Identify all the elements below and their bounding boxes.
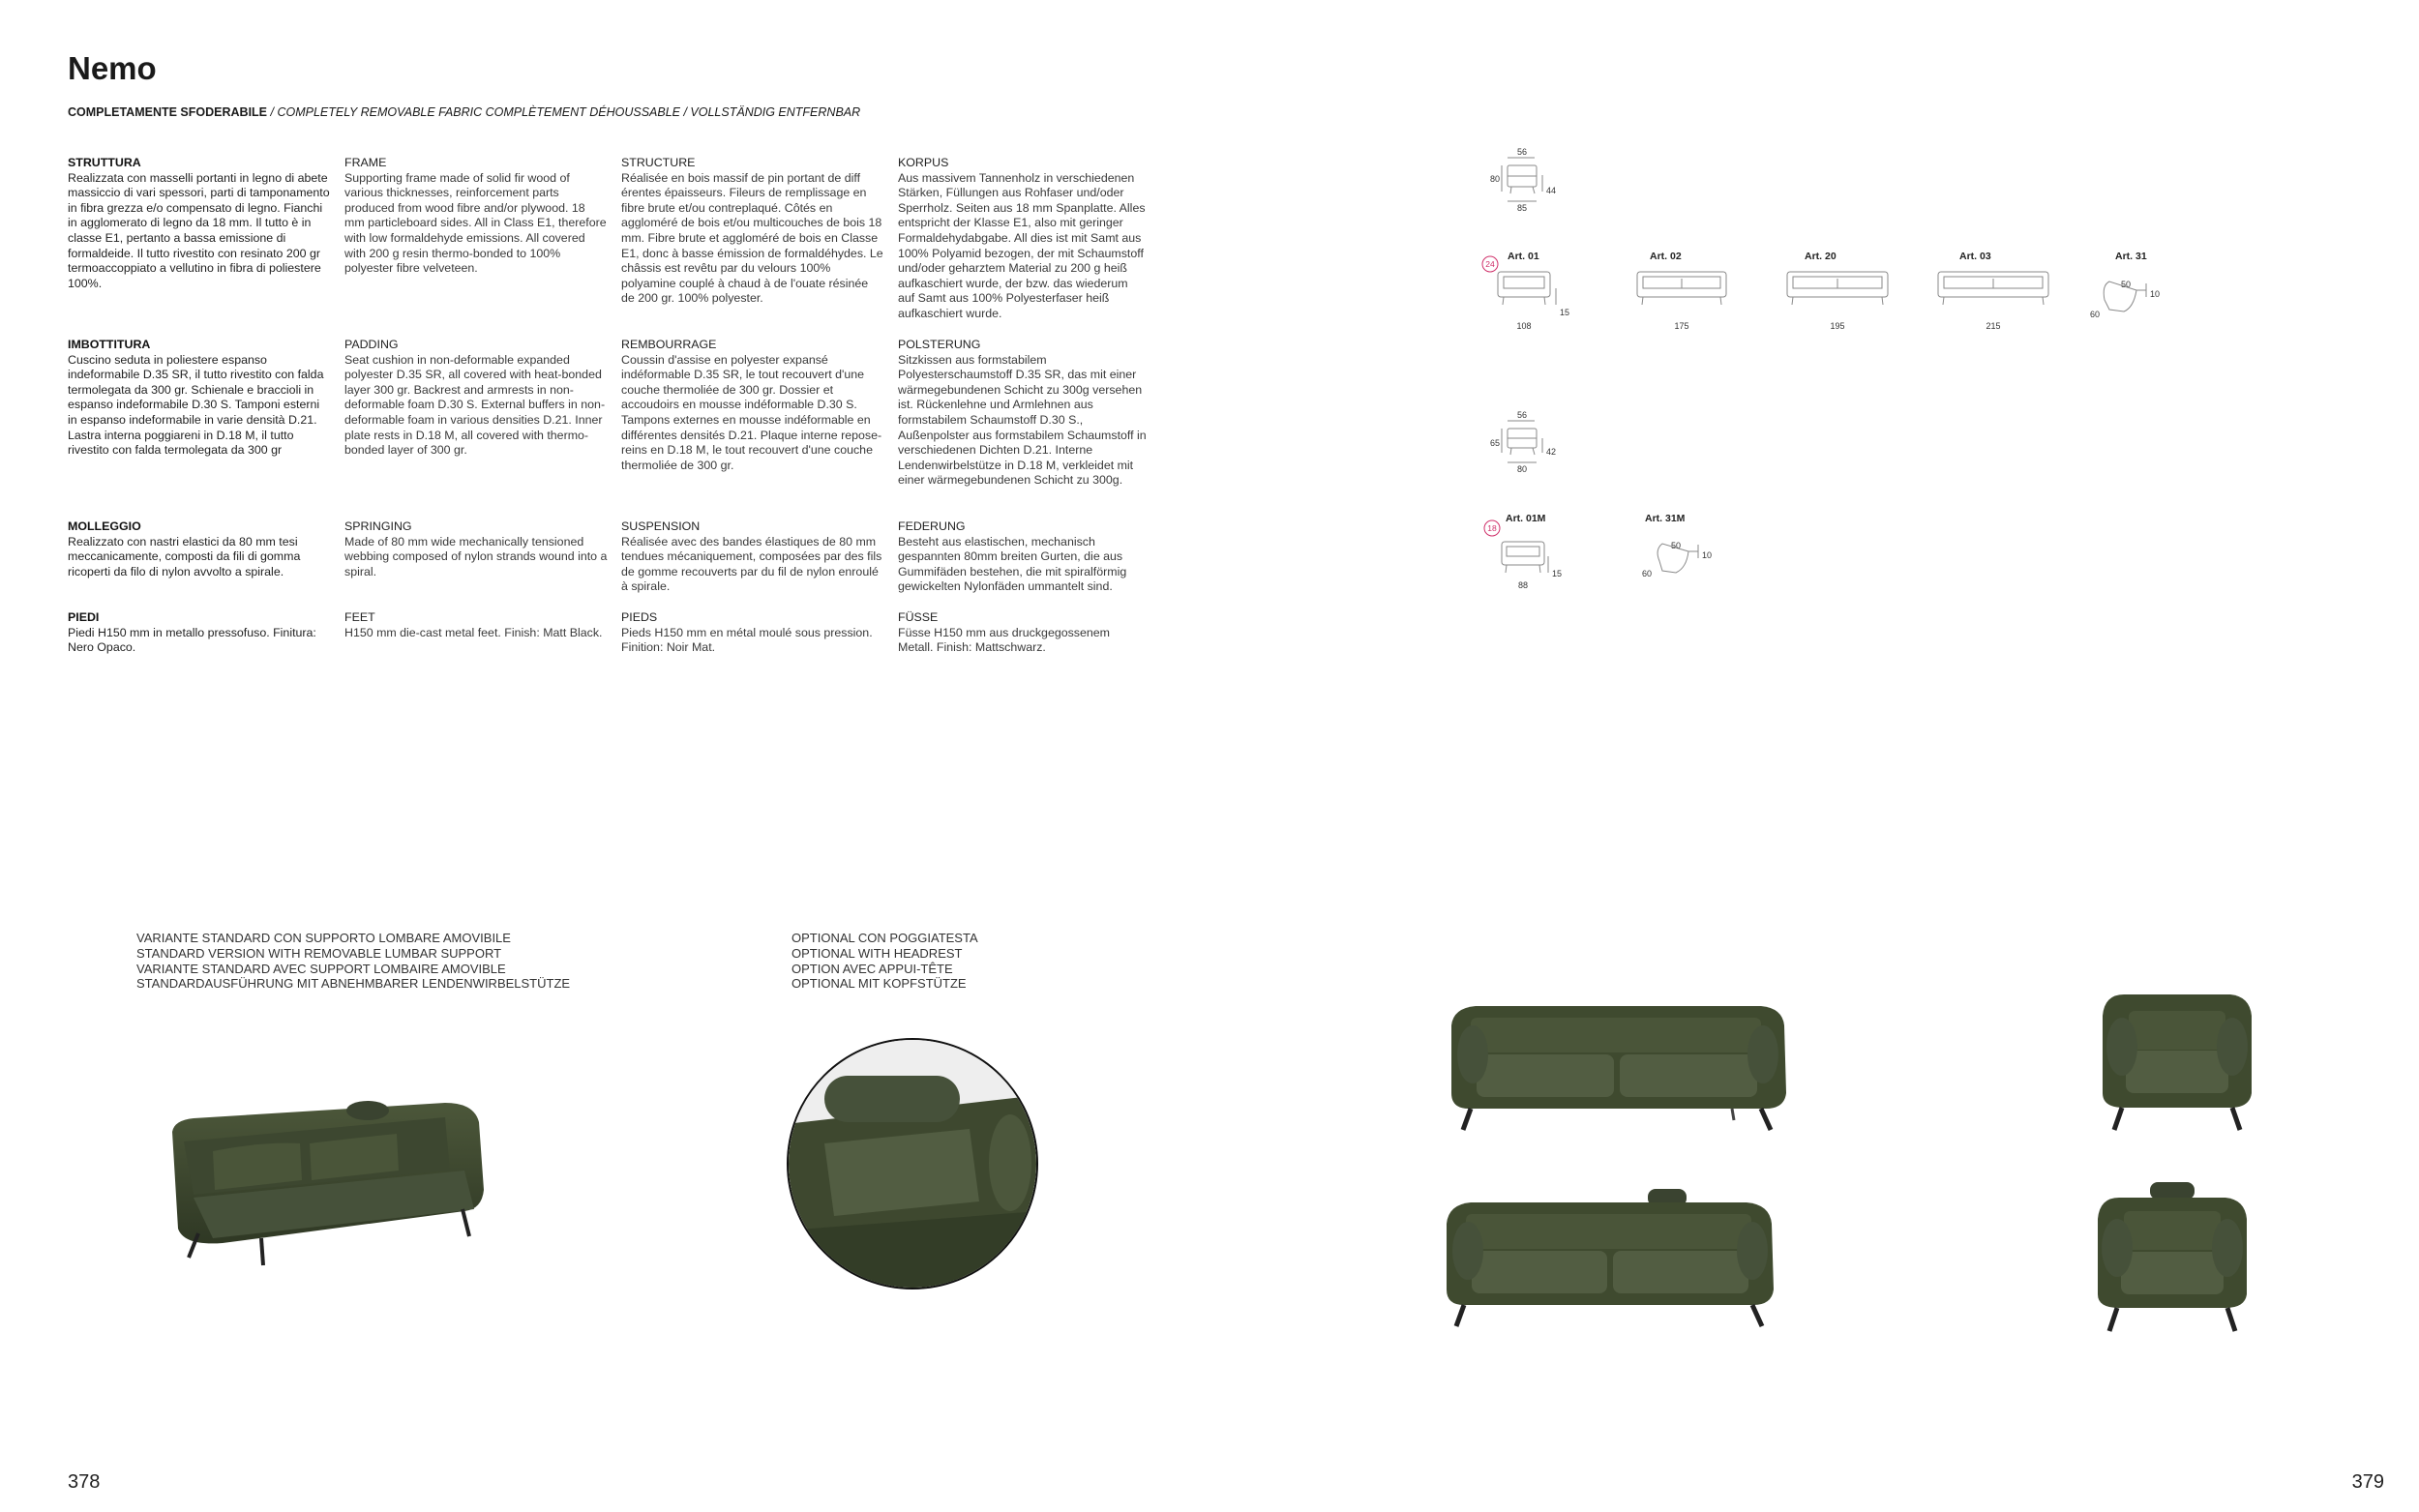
specifications [68, 156, 1161, 668]
model-width: 175 [1674, 321, 1689, 331]
spec-text: Made of 80 mm wide mechanically tensioned webbing composed of nylon strands wound into a spiral. [344, 534, 608, 578]
technical-drawings [1451, 145, 2225, 629]
spec-cell-en [344, 156, 621, 338]
side-width-label: 56 [1516, 147, 1528, 157]
spec-text: Füsse H150 mm aus druckgegossenem Metall. Finish: Mattschwarz. [898, 625, 1111, 655]
model-h: 60 [2090, 310, 2101, 319]
spec-heading: PADDING [344, 338, 399, 351]
spec-cell-fr [621, 156, 898, 338]
model-side: 15 [1560, 308, 1570, 317]
spec-row-springing [68, 519, 1161, 610]
spec-cell-de [898, 519, 1161, 610]
spec-cell-it [68, 519, 344, 610]
spec-heading: FRAME [344, 156, 387, 169]
model-label: Art. 02 [1650, 251, 1682, 262]
spec-text: Piedi H150 mm in metallo pressofuso. Finitura: Nero Opaco. [68, 625, 316, 655]
spec-text: H150 mm die-cast metal feet. Finish: Matt Black. [344, 625, 603, 639]
caption-line: OPTIONAL MIT KOPFSTÜTZE [791, 976, 967, 992]
caption-line: OPTIONAL CON POGGIATESTA [791, 931, 978, 945]
caption-line: VARIANTE STANDARD CON SUPPORTO LOMBARE AMOVIBILE [136, 931, 511, 945]
caption-line: OPTIONAL WITH HEADREST [791, 945, 963, 961]
spec-cell-en [344, 338, 621, 519]
spec-text: Besteht aus elastischen, mechanisch gespannten 80mm breiten Gurten, die aus Gummifäden bestehen, die mit spiralförmig gewickelten Nylonfäden ummantelt sind. [898, 534, 1127, 594]
model-width: 215 [1986, 321, 2001, 331]
model-art-01 [1498, 251, 1569, 331]
spec-text: Pieds H150 mm en métal moulé sous pression. Finition: Noir Mat. [621, 625, 873, 655]
spec-cell-en [344, 519, 621, 610]
model-label: Art. 01 [1508, 251, 1539, 262]
model-label: Art. 31M [1645, 513, 1686, 524]
spec-heading: KORPUS [898, 156, 949, 169]
cushion-count-label: 18 [1487, 523, 1497, 533]
side-width-label: 56 [1516, 410, 1528, 420]
caption-line: OPTION AVEC APPUI-TÊTE [791, 961, 953, 976]
spec-heading: POLSTERUNG [898, 338, 981, 351]
spec-cell-it [68, 156, 344, 338]
model-h: 60 [1642, 569, 1653, 578]
spec-cell-de [898, 338, 1161, 519]
subtitle-translations: / COMPLETELY REMOVABLE FABRIC COMPLÈTEMENT DÉHOUSSABLE / VOLLSTÄNDIG ENTFERNBAR [267, 105, 861, 119]
side-height-label: 80 [1490, 174, 1501, 184]
caption-line: STANDARDAUSFÜHRUNG MIT ABNEHMBARER LENDENWIRBELSTÜTZE [136, 976, 571, 992]
spec-cell-it [68, 610, 344, 668]
spec-heading: FÜSSE [898, 610, 939, 624]
side-seat-label: 44 [1546, 186, 1557, 195]
spec-cell-de [898, 156, 1161, 338]
caption-headrest-option [791, 931, 978, 992]
spec-row-feet [68, 610, 1161, 668]
side-view-standard [1502, 158, 1542, 201]
headrest-detail-photo [786, 1037, 1039, 1290]
spec-cell-fr [621, 338, 898, 519]
spec-text: Aus massivem Tannenholz in verschiedenen Stärken, Füllungen aus Rohfaser und/oder Sperrholz. Seiten aus 18 mm Spanplatte. Alles entspricht der Klasse E1, also mit geringer Formaldehydabgabe. All dies ist mit Samt aus 100% Polyamid bezogen, der mit Schaumstoff und/oder geharztem Material zu 200 g heiß aufkaschiert wurde, der bzw. das wiederum auf Samt aus 100% Polyesterfaser heiß aufkaschiert wurde. [898, 170, 1146, 320]
dimension-drawings [1451, 145, 2225, 629]
spec-heading: FEDERUNG [898, 519, 966, 533]
spec-text: Supporting frame made of solid fir wood of various thicknesses, reinforcement parts produced from wood fibre and/or plywood. 18 mm particleboard sides. All in Class E1, therefore with low formaldehyde emissions. All covered with 200 g resin thermo-bonded to 100% polyester fibre velveteen. [344, 170, 607, 276]
armchair-front-photo [2095, 987, 2259, 1132]
model-art-02 [1637, 251, 1726, 331]
spec-text: Réalisée en bois massif de pin portant de diff érentes épaisseurs. Fileurs de remplissage en fibre brute et/ou contreplaqué. Côtés en aggloméré de bois et/ou multicouches de bois 18 mm. Fibre brute et aggloméré de bois en Classe E1, donc à basse émission de formaldéhydes. Le châssis est revêtu par du velours 100% polyamine couplé à chaud à de l'ouate résinée de 200 gr. 100% polyester. [621, 170, 883, 306]
side-depth-label: 85 [1516, 203, 1528, 213]
sofa-headrest-photo [1437, 1185, 1780, 1330]
spec-heading: SPRINGING [344, 519, 412, 533]
spec-heading: IMBOTTITURA [68, 338, 151, 351]
sofa-front-photo [1442, 996, 1790, 1132]
spec-text: Seat cushion in non-deformable expanded polyester D.35 SR, all covered with heat-bonded layer 300 gr. Backrest and armrests in non-deformable foam D.30 S. External buffers in non-deformable foam in various densities D.21. Inner plate rests in D.18 M, all covered with thermo-bonded layer of 300 gr. [344, 352, 606, 458]
spec-row-padding [68, 338, 1161, 519]
spec-text: Cuscino seduta in poliestere espanso indeformabile D.35 SR, il tutto rivestito con falda termolegata da 300 gr. Schienale e braccioli in espanso indeformabile D.30 S. Tamponi esterni in espanso indeformabile in varie densità D.21. Lastra interna poggiareni in D.18 M, il tutto rivestito con falda termolegata da 300 gr [68, 352, 324, 458]
model-width: 108 [1516, 321, 1532, 331]
spec-heading: PIEDS [621, 610, 658, 624]
spec-text: Coussin d'assise en polyester expansé indéformable D.35 SR, le tout recouvert d'une couche thermoliée de 300 gr. Dossier et accoudoirs en mousse indéformable D.30 S. Tampons externes en mousse indéformable en différentes densités D.21. Plaque interne repose-reins en D.18 M, le tout recouvert d'une couche thermoliée de 300 gr. [621, 352, 882, 472]
spec-heading: STRUCTURE [621, 156, 696, 169]
page-title: Nemo [68, 50, 157, 86]
spec-text: Realizzato con nastri elastici da 80 mm tesi meccanicamente, composti da fili di gomma ricoperti da filo di nylon avvolto a spirale. [68, 534, 301, 578]
spec-cell-de [898, 610, 1161, 668]
model-w: 50 [2121, 280, 2132, 289]
model-art-31m [1642, 513, 1712, 578]
spec-cell-fr [621, 519, 898, 610]
model-width: 88 [1517, 580, 1529, 590]
caption-line: VARIANTE STANDARD AVEC SUPPORT LOMBAIRE AMOVIBLE [136, 961, 506, 976]
spec-heading: STRUTTURA [68, 156, 141, 169]
spec-text: Réalisée avec des bandes élastiques de 80 mm tendues mécaniquement, composées par des fils de gomme recouverts par du fil de nylon enroulé à spirale. [621, 534, 882, 594]
spec-heading: MOLLEGGIO [68, 519, 141, 533]
spec-heading: REMBOURRAGE [621, 338, 717, 351]
model-width: 195 [1830, 321, 1845, 331]
spec-text: Sitzkissen aus formstabilem Polyesterschaumstoff D.35 SR, das mit einer wärmegebundenen Schicht zu 300g versehen ist. Rückenlehne und Armlehnen aus formstabilem Schaumstoff D.30 S., Außenpolster aus formstabilem Schaumstoff in verschiedenen Dichten D.21. Interne Lendenwirbelstütze in D.18 M, verkleidet mit einer wärmegebundenen Schicht zu 300g. [898, 352, 1147, 488]
armchair-headrest-photo [2090, 1180, 2255, 1335]
model-art-31 [2090, 251, 2160, 319]
model-label: Art. 01M [1506, 513, 1546, 524]
model-label: Art. 31 [2115, 251, 2147, 262]
spec-text: Realizzata con masselli portanti in legno di abete massiccio di vari spessori, parti di tamponamento in fibra grezza e/o compensato di legno. Fianchi in agglomerato di legno da 18 mm. Il tutto è in classe E1, pertanto a bassa emissione di formaldeide. Il tutto rivestito con resinato 200 gr termoaccoppiato a vellutino in fibra di poliestere 100%. [68, 170, 330, 290]
page-number-left: 378 [68, 1471, 101, 1493]
model-label: Art. 20 [1805, 251, 1837, 262]
spec-cell-fr [621, 610, 898, 668]
model-art-20 [1787, 251, 1888, 331]
page-subtitle [68, 105, 860, 119]
spec-heading: FEET [344, 610, 375, 624]
model-label: Art. 03 [1959, 251, 1991, 262]
caption-line: STANDARD VERSION WITH REMOVABLE LUMBAR SUPPORT [136, 945, 502, 961]
side-depth-label: 80 [1516, 464, 1528, 474]
spec-cell-en [344, 610, 621, 668]
model-side: 15 [1552, 569, 1563, 578]
spec-cell-it [68, 338, 344, 519]
model-art-01m [1502, 513, 1562, 590]
spec-row-structure [68, 156, 1161, 338]
caption-standard-version [136, 931, 570, 992]
side-height-label: 65 [1490, 438, 1501, 448]
sofa-standard-photo [155, 1074, 503, 1267]
model-d: 10 [2150, 289, 2161, 299]
model-w: 50 [1671, 541, 1682, 550]
model-d: 10 [1702, 550, 1713, 560]
page-number-right: 379 [2351, 1471, 2384, 1493]
subtitle-bold: COMPLETAMENTE SFODERABILE [68, 105, 268, 119]
model-art-03 [1938, 251, 2048, 331]
side-view-low [1502, 421, 1542, 462]
spec-heading: SUSPENSION [621, 519, 701, 533]
side-seat-label: 42 [1546, 447, 1557, 457]
spec-heading: PIEDI [68, 610, 100, 624]
cushion-count-label: 24 [1485, 259, 1495, 269]
